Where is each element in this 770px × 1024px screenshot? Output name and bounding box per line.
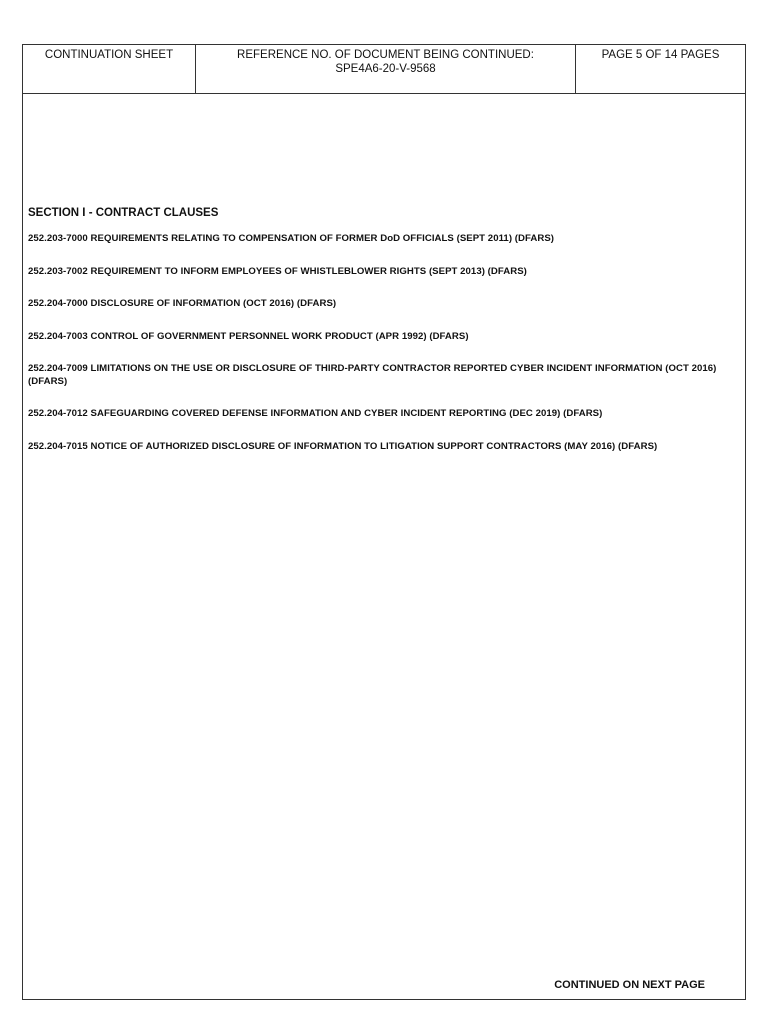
clause-item: 252.204-7009 LIMITATIONS ON THE USE OR DISCLOSURE OF THIRD-PARTY CONTRACTOR REPORTED CYBER INCIDENT INFORMATION (OCT 2016) (DFARS) [28,363,717,387]
continued-notice: CONTINUED ON NEXT PAGE [554,979,705,991]
clause-item: 252.204-7015 NOTICE OF AUTHORIZED DISCLOSURE OF INFORMATION TO LITIGATION SUPPORT CONTRACTORS (MAY 2016) (DFARS) [28,440,658,452]
clause-item: 252.203-7000 REQUIREMENTS RELATING TO COMPENSATION OF FORMER DoD OFFICIALS (SEPT 2011) (DFARS) [28,233,555,244]
reference-cell [196,45,576,93]
clause-item: 252.204-7000 DISCLOSURE OF INFORMATION (OCT 2016) (DFARS) [28,298,337,309]
reference-number: SPE4A6-20-V-9568 [335,63,436,75]
sheet-title: CONTINUATION SHEET [23,45,196,93]
section-title: SECTION I - CONTRACT CLAUSES [28,207,219,219]
clause-item: 252.204-7012 SAFEGUARDING COVERED DEFENSE INFORMATION AND CYBER INCIDENT REPORTING (DEC 2019) (DFARS) [28,408,603,419]
clause-list [28,233,728,473]
sheet-header [23,45,745,94]
clause-item: 252.204-7003 CONTROL OF GOVERNMENT PERSONNEL WORK PRODUCT (APR 1992) (DFARS) [28,330,469,342]
continuation-sheet [22,44,746,1000]
page-count: PAGE 5 OF 14 PAGES [601,49,720,61]
clause-item: 252.203-7002 REQUIREMENT TO INFORM EMPLOYEES OF WHISTLEBLOWER RIGHTS (SEPT 2013) (DFARS) [28,265,527,277]
reference-label: REFERENCE NO. OF DOCUMENT BEING CONTINUED: [237,49,534,61]
